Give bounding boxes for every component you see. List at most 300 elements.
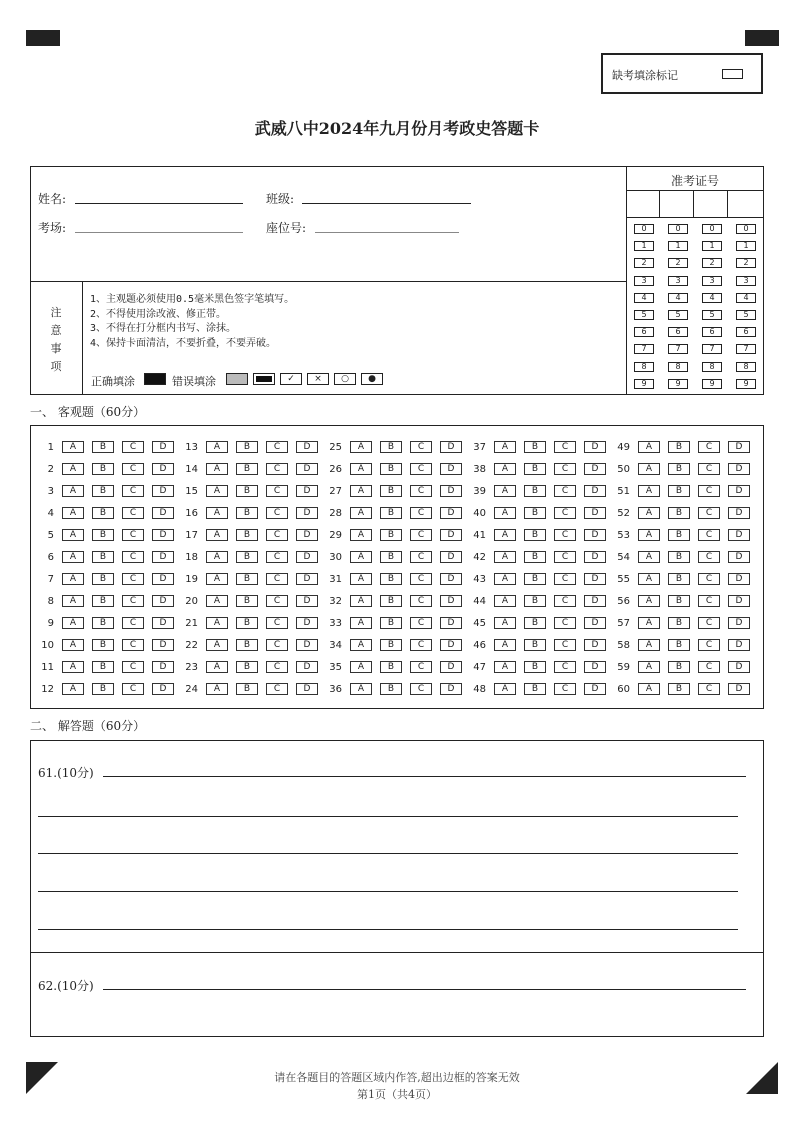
answer-bubble-a[interactable]: A [62, 441, 84, 453]
answer-bubble-d[interactable]: D [296, 661, 318, 673]
exam-id-bubble[interactable]: 9 [736, 379, 756, 389]
answer-bubble-b[interactable]: B [524, 507, 546, 519]
answer-bubble-d[interactable]: D [152, 485, 174, 497]
answer-bubble-c[interactable]: C [698, 441, 720, 453]
answer-bubble-b[interactable]: B [524, 573, 546, 585]
exam-id-bubble[interactable]: 5 [736, 310, 756, 320]
answer-bubble-a[interactable]: A [638, 617, 660, 629]
answer-bubble-c[interactable]: C [122, 595, 144, 607]
answer-bubble-c[interactable]: C [266, 595, 288, 607]
answer-bubble-b[interactable]: B [668, 595, 690, 607]
exam-id-bubble[interactable]: 4 [702, 293, 722, 303]
answer-bubble-a[interactable]: A [206, 507, 228, 519]
answer-bubble-b[interactable]: B [92, 485, 114, 497]
answer-bubble-d[interactable]: D [728, 551, 750, 563]
answer-bubble-c[interactable]: C [410, 639, 432, 651]
answer-bubble-c[interactable]: C [698, 485, 720, 497]
exam-id-bubble[interactable]: 4 [736, 293, 756, 303]
answer-bubble-a[interactable]: A [62, 551, 84, 563]
exam-id-bubble[interactable]: 5 [668, 310, 688, 320]
answer-bubble-a[interactable]: A [206, 441, 228, 453]
answer-bubble-c[interactable]: C [410, 441, 432, 453]
answer-bubble-c[interactable]: C [554, 573, 576, 585]
answer-bubble-a[interactable]: A [62, 485, 84, 497]
answer-bubble-a[interactable]: A [350, 595, 372, 607]
answer-bubble-a[interactable]: A [494, 507, 516, 519]
exam-id-digit-box[interactable] [694, 190, 728, 218]
answer-bubble-c[interactable]: C [410, 617, 432, 629]
answer-bubble-d[interactable]: D [728, 529, 750, 541]
answer-bubble-c[interactable]: C [266, 441, 288, 453]
answer-bubble-a[interactable]: A [62, 507, 84, 519]
answer-bubble-a[interactable]: A [350, 507, 372, 519]
answer-bubble-a[interactable]: A [206, 529, 228, 541]
answer-bubble-d[interactable]: D [152, 661, 174, 673]
exam-id-bubble[interactable]: 0 [634, 224, 654, 234]
answer-bubble-a[interactable]: A [350, 639, 372, 651]
answer-bubble-c[interactable]: C [410, 529, 432, 541]
answer-bubble-d[interactable]: D [728, 441, 750, 453]
exam-id-bubble[interactable]: 8 [668, 362, 688, 372]
answer-bubble-a[interactable]: A [494, 683, 516, 695]
answer-bubble-a[interactable]: A [494, 595, 516, 607]
answer-bubble-c[interactable]: C [122, 639, 144, 651]
answer-bubble-d[interactable]: D [296, 617, 318, 629]
answer-bubble-d[interactable]: D [440, 507, 462, 519]
answer-bubble-a[interactable]: A [638, 529, 660, 541]
answer-bubble-b[interactable]: B [668, 683, 690, 695]
answer-bubble-c[interactable]: C [266, 617, 288, 629]
question-number: 56 [617, 596, 630, 607]
question-number: 13 [185, 442, 198, 453]
answer-bubble-c[interactable]: C [554, 463, 576, 475]
exam-id-bubble[interactable]: 4 [668, 293, 688, 303]
answer-bubble-a[interactable]: A [62, 573, 84, 585]
answer-bubble-c[interactable]: C [410, 661, 432, 673]
answer-bubble-a[interactable]: A [206, 551, 228, 563]
answer-bubble-a[interactable]: A [62, 661, 84, 673]
exam-id-bubble[interactable]: 3 [634, 276, 654, 286]
exam-id-bubble[interactable]: 3 [702, 276, 722, 286]
answer-bubble-d[interactable]: D [440, 617, 462, 629]
answer-bubble-d[interactable]: D [440, 441, 462, 453]
answer-bubble-a[interactable]: A [638, 661, 660, 673]
answer-bubble-a[interactable]: A [350, 441, 372, 453]
answer-bubble-d[interactable]: D [728, 463, 750, 475]
answer-bubble-d[interactable]: D [584, 617, 606, 629]
answer-bubble-d[interactable]: D [440, 639, 462, 651]
answer-bubble-d[interactable]: D [152, 683, 174, 695]
exam-id-bubble[interactable]: 4 [634, 293, 654, 303]
answer-bubble-c[interactable]: C [698, 573, 720, 585]
answer-bubble-b[interactable]: B [92, 617, 114, 629]
answer-bubble-c[interactable]: C [698, 507, 720, 519]
answer-bubble-c[interactable]: C [554, 683, 576, 695]
answer-bubble-b[interactable]: B [92, 573, 114, 585]
answer-bubble-a[interactable]: A [206, 683, 228, 695]
answer-bubble-d[interactable]: D [296, 485, 318, 497]
answer-bubble-a[interactable]: A [350, 617, 372, 629]
answer-bubble-b[interactable]: B [668, 529, 690, 541]
answer-bubble-c[interactable]: C [122, 617, 144, 629]
answer-bubble-d[interactable]: D [152, 529, 174, 541]
answer-bubble-c[interactable]: C [698, 639, 720, 651]
answer-bubble-d[interactable]: D [296, 507, 318, 519]
answer-bubble-b[interactable]: B [236, 507, 258, 519]
answer-bubble-c[interactable]: C [266, 529, 288, 541]
answer-bubble-b[interactable]: B [380, 595, 402, 607]
answer-bubble-b[interactable]: B [236, 683, 258, 695]
answer-bubble-b[interactable]: B [92, 507, 114, 519]
answer-bubble-a[interactable]: A [62, 617, 84, 629]
answer-bubble-c[interactable]: C [554, 595, 576, 607]
answer-bubble-b[interactable]: B [236, 661, 258, 673]
answer-bubble-c[interactable]: C [554, 661, 576, 673]
answer-bubble-a[interactable]: A [494, 529, 516, 541]
answer-bubble-c[interactable]: C [554, 551, 576, 563]
answer-bubble-c[interactable]: C [122, 485, 144, 497]
exam-id-bubble[interactable]: 0 [702, 224, 722, 234]
answer-bubble-a[interactable]: A [206, 661, 228, 673]
answer-bubble-c[interactable]: C [698, 661, 720, 673]
exam-id-bubble[interactable]: 5 [702, 310, 722, 320]
answer-bubble-b[interactable]: B [524, 683, 546, 695]
q61-line-5[interactable] [38, 929, 738, 930]
answer-bubble-c[interactable]: C [266, 463, 288, 475]
answer-bubble-d[interactable]: D [296, 573, 318, 585]
answer-bubble-a[interactable]: A [638, 551, 660, 563]
answer-bubble-d[interactable]: D [584, 529, 606, 541]
answer-bubble-d[interactable]: D [584, 485, 606, 497]
answer-bubble-b[interactable]: B [380, 485, 402, 497]
answer-bubble-c[interactable]: C [698, 463, 720, 475]
exam-id-bubble[interactable]: 2 [702, 258, 722, 268]
answer-bubble-d[interactable]: D [440, 683, 462, 695]
answer-bubble-a[interactable]: A [494, 441, 516, 453]
exam-id-bubble[interactable]: 8 [702, 362, 722, 372]
answer-bubble-b[interactable]: B [236, 617, 258, 629]
answer-bubble-b[interactable]: B [92, 595, 114, 607]
answer-bubble-b[interactable]: B [380, 529, 402, 541]
answer-bubble-a[interactable]: A [350, 551, 372, 563]
q61-line-3[interactable] [38, 853, 738, 854]
exam-id-bubble[interactable]: 6 [736, 327, 756, 337]
answer-bubble-b[interactable]: B [380, 683, 402, 695]
question-number: 12 [41, 684, 54, 695]
exam-id-bubble[interactable]: 6 [668, 327, 688, 337]
answer-bubble-a[interactable]: A [638, 463, 660, 475]
answer-bubble-c[interactable]: C [266, 551, 288, 563]
exam-id-bubble[interactable]: 3 [668, 276, 688, 286]
answer-bubble-a[interactable]: A [62, 463, 84, 475]
answer-bubble-d[interactable]: D [728, 639, 750, 651]
answer-bubble-b[interactable]: B [668, 573, 690, 585]
exam-id-bubble[interactable]: 9 [702, 379, 722, 389]
answer-bubble-c[interactable]: C [554, 441, 576, 453]
room-field[interactable] [75, 219, 243, 233]
answer-bubble-b[interactable]: B [380, 441, 402, 453]
answer-bubble-d[interactable]: D [728, 485, 750, 497]
answer-bubble-a[interactable]: A [350, 485, 372, 497]
answer-bubble-d[interactable]: D [152, 551, 174, 563]
exam-id-bubble[interactable]: 2 [634, 258, 654, 268]
answer-bubble-a[interactable]: A [350, 683, 372, 695]
answer-bubble-b[interactable]: B [668, 639, 690, 651]
answer-bubble-c[interactable]: C [122, 683, 144, 695]
answer-bubble-a[interactable]: A [638, 683, 660, 695]
question-number: 24 [185, 684, 198, 695]
answer-bubble-d[interactable]: D [728, 595, 750, 607]
exam-id-bubble[interactable]: 0 [668, 224, 688, 234]
answer-bubble-d[interactable]: D [440, 529, 462, 541]
answer-bubble-a[interactable]: A [638, 485, 660, 497]
answer-bubble-a[interactable]: A [62, 639, 84, 651]
answer-bubble-b[interactable]: B [92, 683, 114, 695]
answer-bubble-c[interactable]: C [554, 529, 576, 541]
answer-bubble-a[interactable]: A [350, 529, 372, 541]
answer-bubble-c[interactable]: C [122, 661, 144, 673]
exam-id-bubble[interactable]: 9 [634, 379, 654, 389]
answer-bubble-b[interactable]: B [668, 463, 690, 475]
answer-bubble-c[interactable]: C [122, 529, 144, 541]
answer-bubble-d[interactable]: D [152, 573, 174, 585]
exam-id-digit-box[interactable] [660, 190, 694, 218]
exam-id-bubble[interactable]: 7 [736, 344, 756, 354]
answer-bubble-c[interactable]: C [410, 551, 432, 563]
answer-bubble-c[interactable]: C [410, 595, 432, 607]
answer-bubble-c[interactable]: C [698, 595, 720, 607]
answer-bubble-b[interactable]: B [524, 617, 546, 629]
answer-bubble-a[interactable]: A [62, 595, 84, 607]
answer-bubble-b[interactable]: B [380, 573, 402, 585]
answer-bubble-d[interactable]: D [296, 441, 318, 453]
answer-bubble-d[interactable]: D [296, 463, 318, 475]
answer-bubble-b[interactable]: B [524, 551, 546, 563]
answer-bubble-a[interactable]: A [638, 441, 660, 453]
answer-bubble-d[interactable]: D [584, 551, 606, 563]
answer-bubble-d[interactable]: D [728, 617, 750, 629]
answer-bubble-d[interactable]: D [584, 573, 606, 585]
exam-id-bubble[interactable]: 9 [668, 379, 688, 389]
exam-id-bubble[interactable]: 7 [634, 344, 654, 354]
answer-bubble-b[interactable]: B [92, 551, 114, 563]
answer-bubble-b[interactable]: B [92, 661, 114, 673]
answer-bubble-b[interactable]: B [380, 617, 402, 629]
answer-bubble-b[interactable]: B [668, 485, 690, 497]
q61-line-2[interactable] [38, 816, 738, 817]
answer-bubble-c[interactable]: C [410, 573, 432, 585]
answer-bubble-b[interactable]: B [668, 661, 690, 673]
answer-bubble-a[interactable]: A [494, 463, 516, 475]
answer-bubble-d[interactable]: D [152, 463, 174, 475]
answer-bubble-c[interactable]: C [410, 463, 432, 475]
answer-bubble-d[interactable]: D [440, 595, 462, 607]
exam-id-bubble[interactable]: 2 [736, 258, 756, 268]
answer-bubble-b[interactable]: B [668, 507, 690, 519]
answer-bubble-b[interactable]: B [236, 573, 258, 585]
exam-id-bubble[interactable]: 1 [668, 241, 688, 251]
answer-bubble-c[interactable]: C [410, 507, 432, 519]
answer-bubble-a[interactable]: A [350, 463, 372, 475]
answer-bubble-a[interactable]: A [206, 595, 228, 607]
answer-bubble-a[interactable]: A [494, 639, 516, 651]
exam-id-digit-box[interactable] [728, 190, 764, 218]
answer-bubble-b[interactable]: B [380, 661, 402, 673]
answer-bubble-d[interactable]: D [584, 661, 606, 673]
answer-bubble-a[interactable]: A [350, 661, 372, 673]
exam-id-bubble[interactable]: 8 [736, 362, 756, 372]
answer-bubble-c[interactable]: C [266, 683, 288, 695]
answer-bubble-b[interactable]: B [236, 595, 258, 607]
q61-line-4[interactable] [38, 891, 738, 892]
answer-bubble-b[interactable]: B [524, 485, 546, 497]
answer-bubble-c[interactable]: C [554, 639, 576, 651]
absent-mark-bubble[interactable] [722, 69, 743, 79]
answer-bubble-d[interactable]: D [728, 683, 750, 695]
exam-id-bubble[interactable]: 3 [736, 276, 756, 286]
answer-bubble-c[interactable]: C [266, 639, 288, 651]
answer-bubble-b[interactable]: B [92, 639, 114, 651]
answer-bubble-b[interactable]: B [524, 441, 546, 453]
exam-id-digit-box[interactable] [626, 190, 660, 218]
answer-bubble-c[interactable]: C [554, 485, 576, 497]
answer-bubble-b[interactable]: B [92, 529, 114, 541]
answer-bubble-a[interactable]: A [494, 661, 516, 673]
answer-bubble-c[interactable]: C [410, 485, 432, 497]
answer-bubble-d[interactable]: D [440, 485, 462, 497]
answer-bubble-c[interactable]: C [122, 573, 144, 585]
answer-bubble-b[interactable]: B [524, 529, 546, 541]
answer-bubble-a[interactable]: A [206, 485, 228, 497]
answer-bubble-b[interactable]: B [236, 639, 258, 651]
answer-bubble-a[interactable]: A [206, 617, 228, 629]
answer-bubble-c[interactable]: C [410, 683, 432, 695]
answer-bubble-b[interactable]: B [92, 441, 114, 453]
exam-id-bubble[interactable]: 1 [702, 241, 722, 251]
exam-id-bubble[interactable]: 8 [634, 362, 654, 372]
exam-id-bubble[interactable]: 5 [634, 310, 654, 320]
answer-bubble-c[interactable]: C [698, 683, 720, 695]
answer-bubble-b[interactable]: B [92, 463, 114, 475]
answer-bubble-b[interactable]: B [524, 595, 546, 607]
answer-bubble-c[interactable]: C [698, 617, 720, 629]
answer-bubble-b[interactable]: B [380, 463, 402, 475]
answer-bubble-c[interactable]: C [554, 617, 576, 629]
answer-bubble-c[interactable]: C [266, 661, 288, 673]
answer-bubble-a[interactable]: A [494, 573, 516, 585]
answer-bubble-d[interactable]: D [584, 463, 606, 475]
answer-bubble-d[interactable]: D [440, 463, 462, 475]
answer-bubble-b[interactable]: B [236, 485, 258, 497]
answer-bubble-a[interactable]: A [62, 529, 84, 541]
answer-bubble-d[interactable]: D [728, 507, 750, 519]
name-field[interactable] [75, 190, 243, 204]
answer-bubble-a[interactable]: A [62, 683, 84, 695]
answer-bubble-b[interactable]: B [380, 507, 402, 519]
exam-id-bubble[interactable]: 7 [668, 344, 688, 354]
name-label: 姓名: [38, 192, 67, 206]
answer-bubble-d[interactable]: D [584, 507, 606, 519]
answer-bubble-c[interactable]: C [698, 551, 720, 563]
class-field[interactable] [302, 190, 471, 204]
answer-bubble-d[interactable]: D [152, 617, 174, 629]
answer-bubble-d[interactable]: D [152, 507, 174, 519]
answer-bubble-d[interactable]: D [152, 441, 174, 453]
answer-bubble-b[interactable]: B [524, 463, 546, 475]
answer-bubble-b[interactable]: B [668, 551, 690, 563]
answer-bubble-c[interactable]: C [266, 485, 288, 497]
exam-id-bubble[interactable]: 1 [634, 241, 654, 251]
exam-id-bubble[interactable]: 6 [634, 327, 654, 337]
answer-bubble-a[interactable]: A [494, 617, 516, 629]
answer-bubble-c[interactable]: C [698, 529, 720, 541]
answer-bubble-d[interactable]: D [296, 595, 318, 607]
q62-line-1[interactable] [103, 977, 746, 990]
answer-bubble-d[interactable]: D [296, 683, 318, 695]
answer-bubble-c[interactable]: C [554, 507, 576, 519]
answer-bubble-d[interactable]: D [152, 595, 174, 607]
answer-bubble-b[interactable]: B [236, 441, 258, 453]
answer-bubble-d[interactable]: D [728, 661, 750, 673]
answer-bubble-b[interactable]: B [524, 639, 546, 651]
answer-bubble-a[interactable]: A [638, 595, 660, 607]
answer-bubble-a[interactable]: A [638, 639, 660, 651]
answer-bubble-d[interactable]: D [584, 595, 606, 607]
q61-line-1[interactable] [103, 764, 746, 777]
answer-bubble-a[interactable]: A [494, 485, 516, 497]
answer-bubble-b[interactable]: B [668, 617, 690, 629]
answer-bubble-c[interactable]: C [122, 551, 144, 563]
answer-bubble-d[interactable]: D [584, 441, 606, 453]
answer-bubble-a[interactable]: A [494, 551, 516, 563]
answer-bubble-a[interactable]: A [206, 573, 228, 585]
answer-bubble-b[interactable]: B [236, 529, 258, 541]
answer-bubble-a[interactable]: A [206, 463, 228, 475]
exam-id-bubble[interactable]: 0 [736, 224, 756, 234]
answer-bubble-d[interactable]: D [440, 551, 462, 563]
exam-id-bubble[interactable]: 2 [668, 258, 688, 268]
answer-bubble-d[interactable]: D [440, 661, 462, 673]
answer-bubble-d[interactable]: D [728, 573, 750, 585]
seat-field[interactable] [315, 219, 459, 233]
answer-bubble-d[interactable]: D [296, 551, 318, 563]
exam-id-bubble[interactable]: 1 [736, 241, 756, 251]
answer-bubble-d[interactable]: D [296, 639, 318, 651]
answer-bubble-b[interactable]: B [668, 441, 690, 453]
answer-bubble-a[interactable]: A [206, 639, 228, 651]
answer-bubble-a[interactable]: A [350, 573, 372, 585]
answer-bubble-b[interactable]: B [380, 551, 402, 563]
answer-bubble-d[interactable]: D [152, 639, 174, 651]
answer-bubble-c[interactable]: C [122, 507, 144, 519]
answer-bubble-c[interactable]: C [266, 507, 288, 519]
answer-bubble-b[interactable]: B [236, 551, 258, 563]
answer-bubble-d[interactable]: D [584, 683, 606, 695]
exam-id-bubble[interactable]: 7 [702, 344, 722, 354]
answer-bubble-a[interactable]: A [638, 573, 660, 585]
answer-bubble-a[interactable]: A [638, 507, 660, 519]
answer-bubble-d[interactable]: D [440, 573, 462, 585]
answer-bubble-c[interactable]: C [266, 573, 288, 585]
answer-bubble-d[interactable]: D [584, 639, 606, 651]
answer-bubble-d[interactable]: D [296, 529, 318, 541]
answer-bubble-c[interactable]: C [122, 441, 144, 453]
answer-bubble-c[interactable]: C [122, 463, 144, 475]
answer-bubble-b[interactable]: B [380, 639, 402, 651]
exam-id-bubble[interactable]: 6 [702, 327, 722, 337]
answer-bubble-b[interactable]: B [524, 661, 546, 673]
answer-bubble-b[interactable]: B [236, 463, 258, 475]
